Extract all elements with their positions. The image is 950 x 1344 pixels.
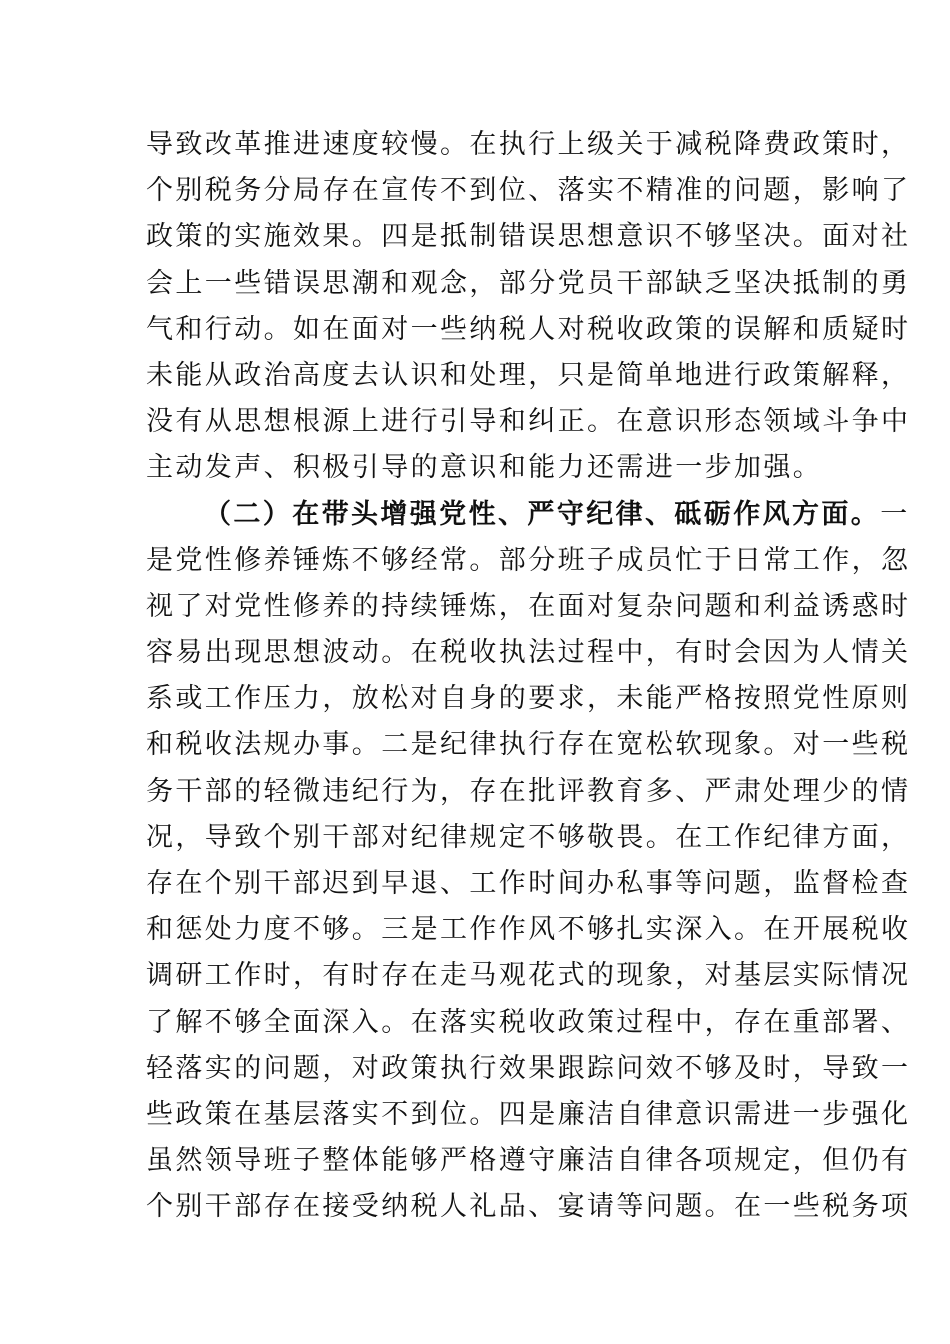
text-line: 政策的实施效果。四是抵制错误思想意识不够坚决。面对社 bbox=[146, 221, 911, 253]
text-line: 些政策在基层落实不到位。四是廉洁自律意识需进一步强化 bbox=[146, 1098, 911, 1130]
text-line: 个别税务分局存在宣传不到位、落实不精准的问题，影响了 bbox=[146, 175, 911, 207]
text-line: 轻落实的问题，对政策执行效果跟踪问效不够及时，导致一 bbox=[146, 1052, 911, 1084]
section-heading-line bbox=[146, 492, 910, 538]
text-line: 和惩处力度不够。三是工作作风不够扎实深入。在开展税收 bbox=[146, 914, 911, 946]
text-line: 了解不够全面深入。在落实税收政策过程中，存在重部署、 bbox=[146, 1006, 911, 1038]
text-line: 没有从思想根源上进行引导和纠正。在意识形态领域斗争中 bbox=[146, 406, 911, 438]
text-line: 容易出现思想波动。在税收执法过程中，有时会因为人情关 bbox=[146, 637, 911, 669]
text-line: 虽然领导班子整体能够严格遵守廉洁自律各项规定，但仍有 bbox=[146, 1145, 911, 1177]
text-line: 个别干部存在接受纳税人礼品、宴请等问题。在一些税务项 bbox=[146, 1191, 911, 1223]
text-line: 和税收法规办事。二是纪律执行存在宽松软现象。对一些税 bbox=[146, 729, 911, 761]
text-line: 调研工作时，有时存在走马观花式的现象，对基层实际情况 bbox=[146, 960, 911, 992]
text-line: 视了对党性修养的持续锤炼，在面对复杂问题和利益诱惑时 bbox=[146, 590, 911, 622]
text-line: 况，导致个别干部对纪律规定不够敬畏。在工作纪律方面， bbox=[146, 821, 911, 853]
text-line: 是党性修养锤炼不够经常。部分班子成员忙于日常工作，忽 bbox=[146, 544, 911, 576]
text-line: 会上一些错误思潮和观念，部分党员干部缺乏坚决抵制的勇 bbox=[146, 267, 911, 299]
text-line: 系或工作压力，放松对自身的要求，未能严格按照党性原则 bbox=[146, 683, 911, 715]
body-text bbox=[146, 122, 911, 1231]
section-heading: （二）在带头增强党性、严守纪律、砥砺作风方面。 bbox=[204, 498, 881, 530]
text-line: 主动发声、积极引导的意识和能力还需进一步加强。 bbox=[146, 452, 823, 484]
text-line: 气和行动。如在面对一些纳税人对税收政策的误解和质疑时 bbox=[146, 313, 911, 345]
text-line: 务干部的轻微违纪行为，存在批评教育多、严肃处理少的情 bbox=[146, 775, 911, 807]
section-heading-tail: 一 bbox=[880, 498, 910, 530]
text-line: 存在个别干部迟到早退、工作时间办私事等问题，监督检查 bbox=[146, 868, 911, 899]
text-line: 导致改革推进速度较慢。在执行上级关于减税降费政策时， bbox=[146, 129, 911, 160]
text-line: 未能从政治高度去认识和处理，只是简单地进行政策解释， bbox=[146, 359, 911, 391]
